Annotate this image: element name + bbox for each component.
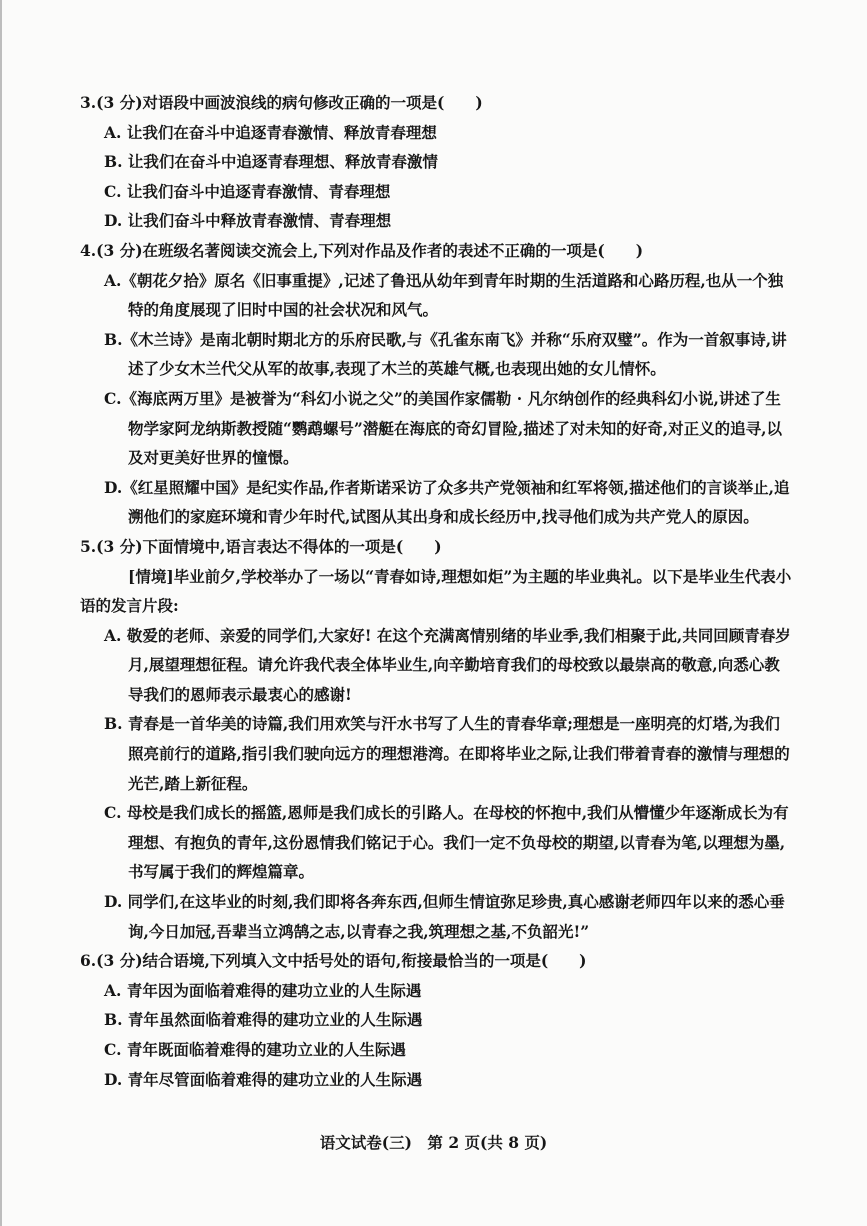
question-4-stem: 4.(3 分)在班级名著阅读交流会上,下列对作品及作者的表述不正确的一项是( ) [80,240,644,260]
question-6 [80,946,792,1094]
question-5-stem: 5.(3 分)下面情境中,语言表达不得体的一项是( ) [80,536,442,556]
question-4-option-b: B.《木兰诗》是南北朝时期北方的乐府民歌,与《孔雀东南飞》并称“乐府双璧”。作为一首叙事诗,讲述了少女木兰代父从军的故事,表现了木兰的英雄气概,也表现出她的女儿情怀。 [104,329,787,379]
question-5-option-c: C. 母校是我们成长的摇篮,恩师是我们成长的引路人。在母校的怀抱中,我们从懵懂少年逐渐成长为有理想、有抱负的青年,这份恩情我们铭记于心。我们一定不负母校的期望,以青春为笔,以理想为墨,书写属于我们的辉煌篇章。 [104,803,789,882]
question-5-context: [情境]毕业前夕,学校举办了一场以“青春如诗,理想如炬”为主题的毕业典礼。以下是毕业生代表小语的发言片段: [80,566,792,616]
question-3-option-a: A. 让我们在奋斗中追逐青春激情、释放青春理想 [104,122,437,142]
question-3-stem: 3.(3 分)对语段中画波浪线的病句修改正确的一项是( ) [80,93,483,112]
question-5 [80,532,792,946]
exam-page [80,88,792,1094]
question-5-option-d: D. 同学们,在这毕业的时刻,我们即将各奔东西,但师生情谊弥足珍贵,真心感谢老师四年以来的悉心垂询,今日加冠,吾辈当立鸿鹄之志,以青春之我,筑理想之基,不负韶光!” [104,892,785,941]
question-4-option-d: D.《红星照耀中国》是纪实作品,作者斯诺采访了众多共产党领袖和红军将领,描述他们的言谈举止,追溯他们的家庭环境和青少年时代,试图从其出身和成长经历中,找寻他们成为共产党人的原因。 [104,477,790,527]
question-6-stem: 6.(3 分)结合语境,下列填入文中括号处的语句,衔接最恰当的一项是( ) [80,951,587,971]
question-3-option-b: B. 让我们在奋斗中追逐青春理想、释放青春激情 [104,152,438,172]
question-4-option-a: A.《朝花夕拾》原名《旧事重提》,记述了鲁迅从幼年到青年时期的生活道路和心路历程,也从一个独特的角度展现了旧时中国的社会状况和风气。 [104,270,784,320]
question-4-option-c: C.《海底两万里》是被誉为“科幻小说之父”的美国作家儒勒 · 凡尔纳创作的经典科幻小说,讲述了生物学家阿龙纳斯教授随“鹦鹉螺号”潜艇在海底的奇幻冒险,描述了对未知的好奇,对正义的追寻,以及对更美好世界的憧憬。 [104,388,783,468]
question-6-option-c: C. 青年既面临着难得的建功立业的人生际遇 [104,1040,406,1059]
question-5-option-b: B. 青春是一首华美的诗篇,我们用欢笑与汗水书写了人生的青春华章;理想是一座明亮的灯塔,为我们照亮前行的道路,指引我们驶向远方的理想港湾。在即将毕业之际,让我们带着青春的激情与理想的光芒,踏上新征程。 [104,714,790,793]
question-3-option-d: D. 让我们奋斗中释放青春激情、青春理想 [104,211,392,231]
question-6-option-d: D. 青年尽管面临着难得的建功立业的人生际遇 [104,1069,423,1089]
question-6-option-a: A. 青年因为面临着难得的建功立业的人生际遇 [104,980,422,1000]
page-left-edge [0,0,2,1226]
question-3-option-c: C. 让我们奋斗中追逐青春激情、青春理想 [104,181,391,201]
question-3 [80,88,792,236]
page-footer: 语文试卷(三) 第 2 页(共 8 页) [319,1133,548,1152]
question-6-option-b: B. 青年虽然面临着难得的建功立业的人生际遇 [104,1010,423,1030]
question-4 [80,236,792,532]
question-5-option-a: A. 敬爱的老师、亲爱的同学们,大家好! 在这个充满离情别绪的毕业季,我们相聚于此,共同回顾青春岁月,展望理想征程。请允许我代表全体毕业生,向辛勤培育我们的母校致以最崇高的敬意,向悉心教导我们的恩师表示最衷心的感谢! [104,625,791,704]
